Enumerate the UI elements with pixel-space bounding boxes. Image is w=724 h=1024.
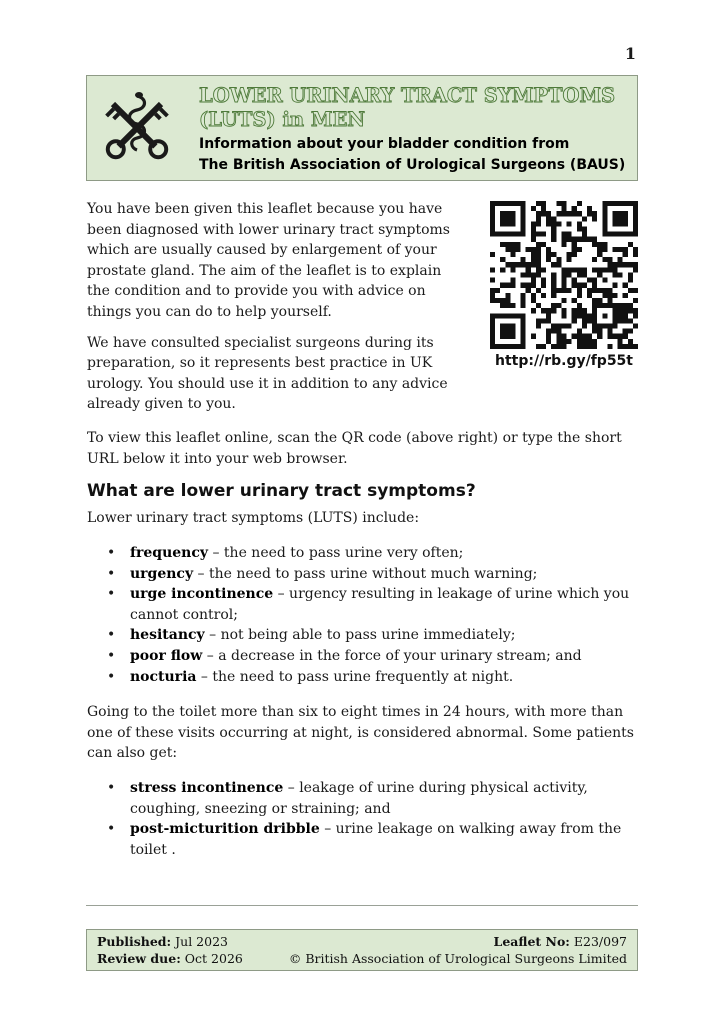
symptom-term: frequency xyxy=(130,545,209,561)
leaflet-subtitle xyxy=(199,134,635,176)
qr-block xyxy=(490,201,638,369)
leaflet-title xyxy=(199,84,629,132)
symptom-description: – the need to pass urine very often; xyxy=(208,545,464,561)
review-line xyxy=(97,950,243,967)
list-item xyxy=(87,819,642,860)
list-item xyxy=(87,646,642,667)
symptom-list xyxy=(87,543,642,687)
list-item xyxy=(87,667,642,688)
symptom-term: urge incontinence xyxy=(130,586,274,603)
symptom-term: hesitancy xyxy=(130,627,205,644)
leaflet-number-label: Leaflet No: xyxy=(493,934,570,949)
bullet-icon: • xyxy=(107,821,116,838)
page-number: 1 xyxy=(624,44,636,63)
list-item xyxy=(87,625,642,646)
list-item xyxy=(87,584,642,625)
symptom-description: – not being able to pass urine immediately; xyxy=(204,627,516,644)
review-label: Review due: xyxy=(97,951,181,966)
intro-paragraph-2: We have consulted specialist surgeons during its preparation, so it represents best practice in UK urology. You should use it in addition to any advice already given to you. xyxy=(87,334,448,413)
header-banner xyxy=(86,75,638,181)
published-value: Jul 2023 xyxy=(171,934,228,949)
section-intro: Lower urinary tract symptoms (LUTS) include: xyxy=(87,510,420,526)
abnormal-paragraph: Going to the toilet more than six to eight times in 24 hours, with more than one of these visits occurring at night, is considered abnormal. Some patients can also get: xyxy=(87,704,634,762)
list-item xyxy=(87,778,642,819)
qr-code-icon[interactable] xyxy=(490,201,638,349)
intro-section xyxy=(87,199,462,425)
symptom-term: nocturia xyxy=(130,668,197,685)
extra-symptom-list xyxy=(87,778,642,860)
published-label: Published: xyxy=(97,934,172,949)
list-item xyxy=(87,543,642,564)
symptom-description: – a decrease in the force of your urinary stream; and xyxy=(202,647,582,664)
bullet-icon: • xyxy=(107,780,116,796)
leaflet-title-line2: (LUTS) in MEN xyxy=(199,108,366,131)
footer xyxy=(86,929,638,971)
symptom-description: – leakage of urine during physical activity, coughing, sneezing or straining; and xyxy=(130,780,588,817)
footer-divider xyxy=(86,905,638,906)
bullet-icon: • xyxy=(107,545,116,561)
copyright: © British Association of Urological Surgeons Limited xyxy=(288,951,627,966)
section-heading: What are lower urinary tract symptoms? xyxy=(87,481,476,501)
footer-leaflet-info xyxy=(289,933,627,967)
bullet-icon: • xyxy=(107,647,116,664)
symptom-term: stress incontinence xyxy=(130,780,284,796)
leaflet-subtitle-line2: The British Association of Urological Surgeons (BAUS) xyxy=(199,157,626,173)
online-instructions: To view this leaflet online, scan the QR code (above right) or type the short URL below it into your web browser. xyxy=(87,430,622,467)
symptom-description: – the need to pass urine frequently at night. xyxy=(196,668,514,685)
leaflet-title-line1: LOWER URINARY TRACT SYMPTOMS xyxy=(199,84,616,107)
leaflet-subtitle-line1: Information about your bladder condition from xyxy=(199,136,570,152)
symptom-term: poor flow xyxy=(130,647,203,664)
bullet-icon: • xyxy=(107,586,116,603)
leaflet-number-value: E23/097 xyxy=(569,934,627,949)
review-value: Oct 2026 xyxy=(180,951,243,966)
bullet-icon: • xyxy=(107,668,116,685)
symptom-description: – urine leakage on walking away from the toilet . xyxy=(130,821,622,858)
intro-paragraph-1: You have been given this leaflet because you have been diagnosed with lower urinary tract symptoms which are usually caused by enlargement of your prostate gland. The aim of the leaflet is to explain the condition and to provide you with advice on things you can do to help yourself. xyxy=(87,201,450,320)
footer-dates xyxy=(97,933,243,967)
short-url-link[interactable]: http://rb.gy/fp55t xyxy=(495,353,633,369)
symptom-description: – the need to pass urine without much warning; xyxy=(193,565,538,582)
leaflet-number-line xyxy=(289,933,627,950)
symptom-term: post-micturition dribble xyxy=(130,821,320,838)
bullet-icon: • xyxy=(107,627,116,644)
symptom-term: urgency xyxy=(130,565,194,582)
symptom-description: – urgency resulting in leakage of urine which you cannot control; xyxy=(130,586,630,623)
published-line xyxy=(97,933,243,950)
bullet-icon: • xyxy=(107,565,116,582)
list-item xyxy=(87,564,642,585)
baus-logo-icon xyxy=(101,88,173,168)
